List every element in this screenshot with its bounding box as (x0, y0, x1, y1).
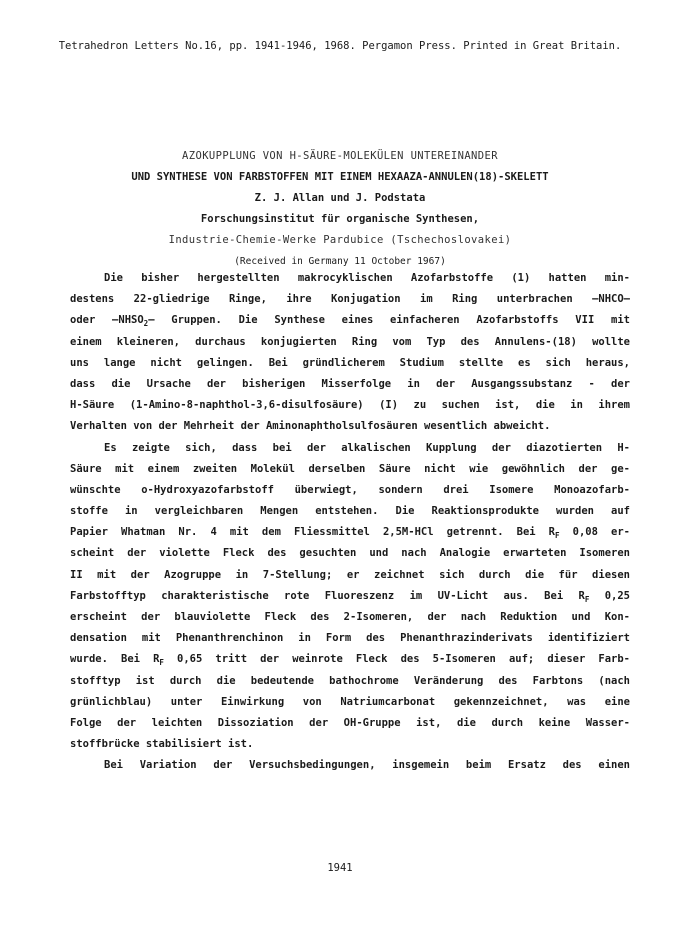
body-line: Verhalten von der Mehrheit der Aminonaphtholsulfosäuren wesentlich abweicht. (70, 420, 551, 433)
body-line: grünlichblau) unter Einwirkung von Natriumcarbonat gekennzeichnet, was eine (70, 695, 630, 708)
subscript: F (159, 658, 164, 668)
text-run: — Gruppen. Die Synthese eines einfacheren Azofarbstoffs VII mit (148, 314, 630, 327)
body-line: dass die Ursache der bisherigen Misserfolge in der Ausgangssubstanz - der (70, 377, 630, 390)
subscript: 2 (143, 319, 149, 329)
title-block (0, 146, 680, 272)
page-number: 1941 (327, 862, 353, 874)
body-line: II mit der Azogruppe in 7-Stellung; er zeichnet sich durch die für diesen (70, 568, 630, 581)
body-line (70, 586, 630, 607)
body-line: destens 22-gliedrige Ringe, ihre Konjugation im Ring unterbrachen —NHCO— (70, 293, 630, 306)
body-line: uns lange nicht gelingen. Bei gründlicherem Studium stellte es sich heraus, (70, 356, 630, 369)
body-line: wünschte o-Hydroxyazofarbstoff überwiegt, sondern drei Isomere Monoazofarb- (70, 483, 630, 496)
subscript: F (584, 594, 590, 604)
text-run: 0,25 (589, 589, 630, 602)
article-title-line-1: AZOKUPPLUNG VON H-SÄURE-MOLEKÜLEN UNTEREINANDER (182, 150, 498, 162)
body-line: Säure mit einem zweiten Molekül derselben Säure nicht wie gewöhnlich der ge- (70, 462, 630, 475)
body-line (70, 649, 630, 670)
text-run: Farbstofftyp charakteristische rote Fluoreszenz im UV-Licht aus. Bei R (70, 589, 585, 602)
subscript: F (555, 531, 560, 541)
article-title-line-2: UND SYNTHESE VON FARBSTOFFEN MIT EINEM HEXAAZA-ANNULEN(18)-SKELETT (131, 171, 549, 183)
body-line: Bei Variation der Versuchsbedingungen, insgemein beim Ersatz des einen (104, 759, 630, 772)
body-line: densation mit Phenanthrenchinon in Form des Phenanthrazinderivats identifiziert (70, 632, 630, 645)
journal-header: Tetrahedron Letters No.16, pp. 1941-1946, 1968. Pergamon Press. Printed in Great Britain. (58, 40, 622, 52)
text-run: Papier Whatman Nr. 4 mit dem Fliessmittel 2,5M-HCl getrennt. Bei R (70, 526, 556, 539)
body-line (70, 310, 630, 331)
body-line: Die bisher hergestellten makrocyklischen Azofarbstoffe (1) hatten min- (104, 272, 630, 284)
affiliation-line-1: Forschungsinstitut für organische Synthesen, (200, 213, 480, 225)
body-line: Es zeigte sich, dass bei der alkalischen Kupplung der diazotierten H- (104, 441, 630, 454)
body-line: stoffbrücke stabilisiert ist. (70, 738, 254, 751)
body-line: erscheint der blauviolette Fleck des 2-Isomeren, der nach Reduktion und Kon- (70, 611, 630, 623)
received-date: (Received in Germany 11 October 1967) (234, 256, 446, 267)
text-run: wurde. Bei R (70, 653, 160, 666)
body-line: scheint der violette Fleck des gesuchten und nach Analogie erwarteten Isomeren (70, 547, 630, 560)
article-body (70, 268, 630, 777)
body-line: einem kleineren, durchaus konjugierten Ring vom Typ des Annulens-(18) wollte (70, 335, 630, 348)
affiliation-line-2: Industrie-Chemie-Werke Pardubice (Tschechoslovakei) (168, 234, 512, 246)
body-line: stoffe in vergleichbaren Mengen entstehen. Die Reaktionsprodukte wurden auf (70, 505, 630, 518)
body-line (70, 522, 630, 543)
body-line: H-Säure (1-Amino-8-naphthol-3,6-disulfosäure) (I) zu suchen ist, die in ihrem (70, 399, 630, 412)
body-line: stofftyp ist durch die bedeutende bathochrome Veränderung des Farbtons (nach (70, 674, 630, 687)
body-line: Folge der leichten Dissoziation der OH-Gruppe ist, die durch keine Wasser- (70, 716, 630, 729)
authors: Z. J. Allan und J. Podstata (254, 192, 426, 204)
text-run: 0,65 tritt der weinrote Fleck des 5-Isomeren auf; dieser Farb- (163, 653, 630, 666)
text-run: 0,08 er- (559, 526, 630, 539)
text-run: oder —NHSO (70, 314, 144, 327)
